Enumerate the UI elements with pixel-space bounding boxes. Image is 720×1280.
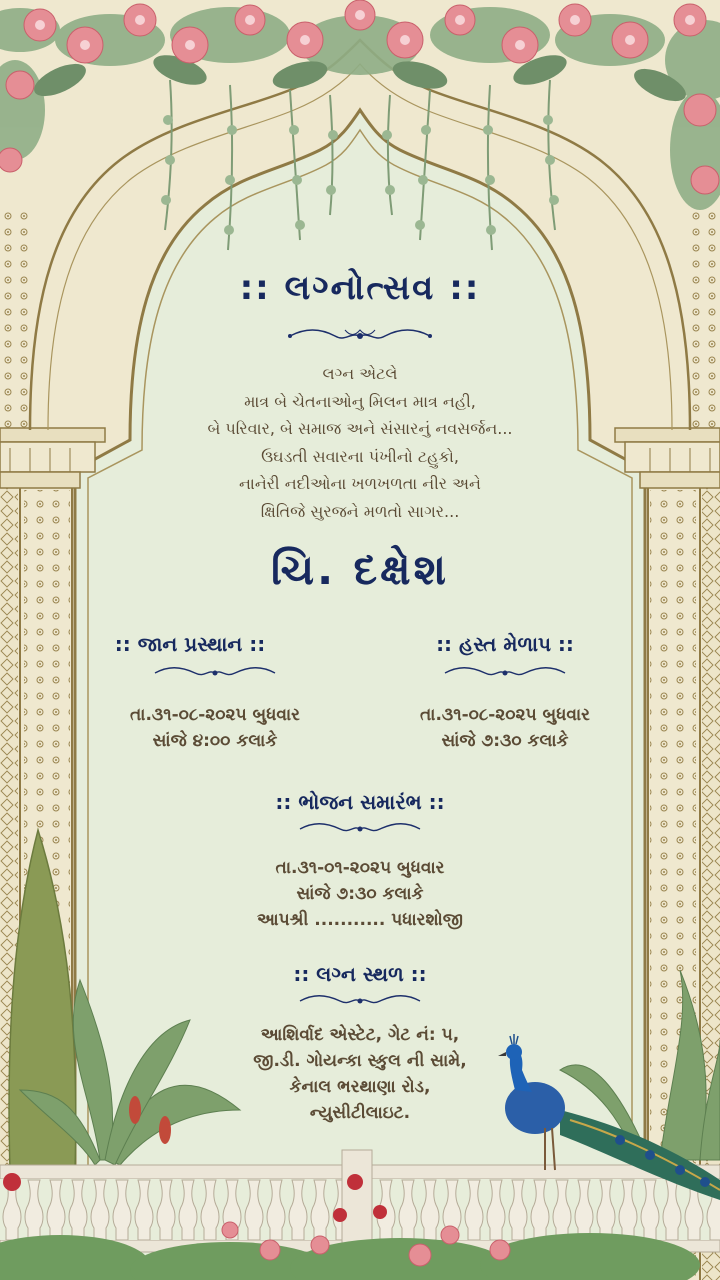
- hast-date: તા.૩૧-૦૮-૨૦૨૫ બુધવાર: [420, 705, 590, 725]
- poem-line: માત્ર બે ચેતનાઓનુ મિલન માત્ર નહી,: [244, 391, 476, 411]
- ornament-divider-icon: [150, 664, 280, 682]
- jaan-details: [80, 702, 350, 754]
- ornament-divider-icon: [295, 992, 425, 1010]
- hast-details: [370, 702, 640, 754]
- bhojan-details: [0, 855, 720, 933]
- ornament-divider-icon: [440, 664, 570, 682]
- bhojan-date: તા.૩૧-૦૧-૨૦૨૫ બુધવાર: [275, 858, 445, 878]
- poem-line: નાનેરી નદીઓના ખળખળતા નીર અને: [239, 474, 481, 493]
- hast-title: :: હસ્ત મેળાપ ::: [436, 632, 574, 656]
- poem-line: બે પરિવાર, બે સમાજ અને સંસારનું નવસર્જન...: [207, 419, 513, 438]
- jaan-time: સાંજે ૪:૦૦ કલાકે: [152, 731, 278, 751]
- poem-line: લગ્ન એટલે: [322, 364, 398, 383]
- ornament-divider-icon: [295, 820, 425, 838]
- venue-line: આશિર્વાદ એસ્ટેટ, ગેટ નં: ૫,: [260, 1025, 460, 1045]
- jaan-title: :: જાન પ્રસ્થાન ::: [114, 632, 266, 656]
- bhojan-title: :: ભોજન સમારંભ ::: [275, 790, 445, 814]
- page-title: :: લગ્નોત્સવ ::: [239, 268, 481, 308]
- hast-time: સાંજે ૭:૩૦ કલાકે: [441, 731, 569, 751]
- venue-line: જી.ડી. ગોયન્કા સ્કુલ ની સામે,: [253, 1051, 467, 1071]
- venue-line: કેનાલ ભરથાણા રોડ,: [289, 1077, 431, 1097]
- bhojan-invite: આપશ્રી ........... પધારશોજી: [257, 910, 463, 930]
- poem-line: ક્ષિતિજે સુરજને મળતો સાગર...: [260, 501, 460, 521]
- jaan-date: તા.૩૧-૦૮-૨૦૨૫ બુધવાર: [130, 705, 300, 725]
- bhojan-time: સાંજે ૭:૩૦ કલાકે: [296, 884, 424, 904]
- poem-text: [100, 360, 620, 525]
- venue-title: :: લગ્ન સ્થળ ::: [293, 962, 427, 986]
- venue-address: [210, 1022, 510, 1126]
- ornament-divider-icon: [285, 326, 435, 346]
- groom-name: ચિ. દક્ષેશ: [270, 545, 450, 594]
- venue-line: ન્યુસીટીલાઇટ.: [309, 1103, 411, 1123]
- poem-line: ઉઘડતી સવારના પંખીનો ટહુકો,: [261, 446, 459, 466]
